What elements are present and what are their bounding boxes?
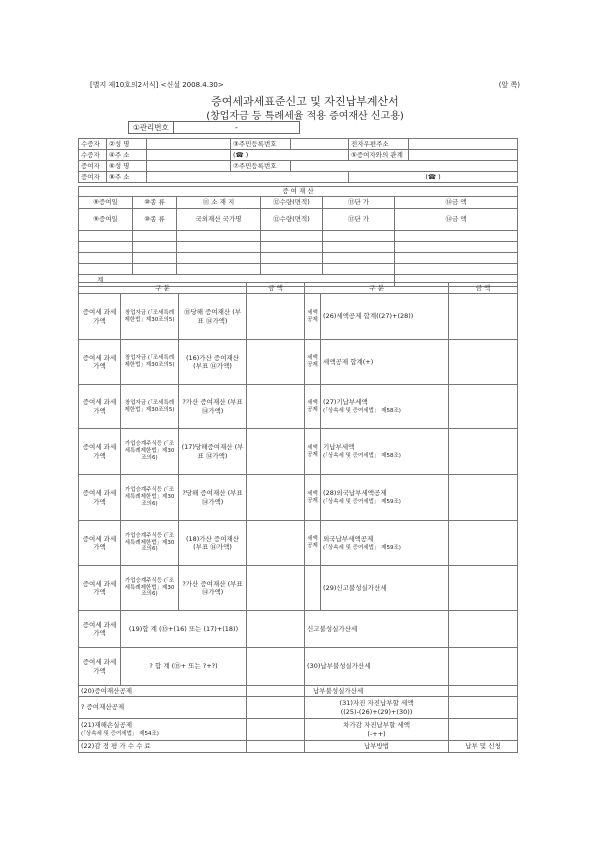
col-header: 구 분	[79, 283, 247, 294]
summary-row	[79, 566, 518, 611]
summary-row	[79, 294, 518, 340]
vertical-label: 세액공제	[305, 521, 321, 566]
vertical-label: 세액공제	[305, 429, 321, 475]
input-cell[interactable]	[395, 242, 518, 253]
col-header: 금 액	[449, 283, 518, 294]
amount-input[interactable]	[247, 611, 305, 648]
col-header: ⑬단 가	[323, 209, 395, 231]
management-number-label: ①관리번호	[129, 122, 174, 133]
amount-input[interactable]	[247, 719, 305, 741]
input-cell[interactable]	[177, 264, 261, 275]
item-label: ⑮당해 증여재산 (부표 ⑭가액)	[179, 294, 247, 340]
category-label: 창업자금 (「조세특례제한법」제30조의5)	[121, 340, 179, 385]
input-cell[interactable]	[323, 253, 395, 264]
amount-input[interactable]	[247, 475, 305, 521]
col-header: 금 액	[247, 283, 305, 294]
bottom-right-sub: ((25)-(26)+(29)+(30))	[340, 707, 413, 716]
col-header: ⑭금 액	[395, 197, 518, 209]
cell: ⑥성 명	[107, 161, 147, 172]
summary-row	[79, 521, 518, 566]
col-header: ⑨증여일	[79, 209, 133, 231]
input-cell[interactable]	[323, 242, 395, 253]
cell: ⑧주 소	[107, 172, 147, 183]
bottom-right-label: 납부불성실가산세	[305, 686, 449, 697]
amount-input[interactable]	[247, 521, 305, 566]
form-number: [별지 제10호의2서식] <신설 2008.4.30>	[90, 81, 224, 89]
col-header: ⑩종 류	[133, 209, 177, 231]
category-label: 가업승계주식등 (「조세특례제한법」제30조의6)	[121, 521, 179, 566]
input-cell[interactable]	[79, 231, 133, 242]
management-number-value[interactable]: -	[235, 123, 238, 132]
input-cell[interactable]	[261, 253, 323, 264]
right-item-main: (26)세액공제 합계((27)+(28))	[323, 312, 414, 321]
input-cell[interactable]	[133, 242, 177, 253]
amount-input[interactable]	[449, 611, 518, 648]
input-cell[interactable]	[133, 231, 177, 242]
vertical-label: 세액공제	[305, 294, 321, 340]
input-cell[interactable]	[261, 242, 323, 253]
right-item-label	[321, 340, 449, 385]
input-cell[interactable]	[79, 264, 133, 275]
amount-input[interactable]	[449, 648, 518, 686]
amount-input[interactable]	[247, 741, 305, 753]
input-cell[interactable]	[177, 231, 261, 242]
form-title: 증여세과세표준신고 및 자진납부계산서	[211, 95, 399, 108]
tax-value-label: 증여세 과세가액	[79, 648, 121, 686]
right-item-label	[321, 294, 449, 340]
input-cell[interactable]	[147, 139, 231, 150]
amount-input[interactable]	[449, 697, 518, 719]
right-item-main: (29)신고불성실가산세	[323, 583, 387, 592]
cell: ②성 명	[107, 139, 147, 150]
input-cell[interactable]	[177, 242, 261, 253]
amount-input[interactable]	[247, 686, 305, 697]
col-header: ⑭금 액	[395, 209, 518, 231]
amount-input[interactable]	[449, 566, 518, 611]
cell: ③주민등록번호	[231, 139, 291, 150]
payment-apply-label: 납부 및 신청	[449, 741, 518, 753]
bottom-right-sub: (-++)	[367, 729, 386, 738]
right-item-label	[321, 475, 449, 521]
vertical-label: 세액공제	[305, 340, 321, 385]
tax-value-label: 증여세 과세가액	[79, 429, 121, 475]
input-cell[interactable]	[395, 264, 518, 275]
tax-value-label: 증여세 과세가액	[79, 294, 121, 340]
category-label: 가업승계주식등 (「조세특례제한법」제30조의6)	[121, 475, 179, 521]
total-label: 계	[79, 275, 395, 287]
cell: ⑦주민등록번호	[231, 161, 291, 172]
vertical-label: 세액공제	[305, 475, 321, 521]
amount-input[interactable]	[449, 475, 518, 521]
bottom-label: (20)증여재산공제	[79, 686, 247, 697]
amount-input[interactable]	[449, 521, 518, 566]
input-cell[interactable]	[291, 161, 518, 172]
amount-input[interactable]	[247, 294, 305, 340]
right-item-label: (30)납부불성실가산세	[305, 648, 449, 686]
col-header: ⑪ 소 재 지	[177, 197, 261, 209]
bottom-right-main: (31)자진 자진납부할 세액	[339, 699, 414, 708]
input-cell[interactable]	[409, 139, 518, 150]
amount-input[interactable]	[247, 429, 305, 475]
summary-row	[79, 429, 518, 475]
tax-value-label: 증여세 과세가액	[79, 611, 121, 648]
input-cell[interactable]	[177, 253, 261, 264]
summary-table	[78, 282, 518, 753]
amount-input[interactable]	[247, 648, 305, 686]
cell: 수증자	[79, 150, 107, 161]
right-item-sub: (「상속세 및 증여세법」 제58조)	[323, 453, 401, 460]
right-item-label	[321, 429, 449, 475]
amount-input[interactable]	[449, 719, 518, 741]
input-cell[interactable]	[133, 264, 177, 275]
item-label: ?당해 증여재산 (부표 ⑭가액)	[179, 475, 247, 521]
right-item-main: 기납부세액	[323, 443, 355, 451]
item-label: (16)가산 증여재산 (부표 ⑭가액)	[179, 340, 247, 385]
col-header: ⑨증여일	[79, 197, 133, 209]
form-header	[90, 80, 520, 90]
amount-input[interactable]	[449, 686, 518, 697]
item-label: (17)당해증여재산 (부표 ⑭가액)	[179, 429, 247, 475]
tax-value-label: 증여세 과세가액	[79, 566, 121, 611]
bottom-label	[79, 719, 247, 741]
cell: 증여자	[79, 172, 107, 183]
section-title: 증 여 재 산	[79, 187, 518, 197]
payment-method-label: 납부방법	[305, 741, 449, 753]
property-table	[78, 186, 518, 287]
col-header: ⑫수량(면적)	[261, 209, 323, 231]
item-label: (18)가산 증여재산 (부표 ⑭가액)	[179, 521, 247, 566]
col-header: ⑬단 가	[323, 197, 395, 209]
amount-input[interactable]	[449, 294, 518, 340]
amount-input[interactable]	[449, 429, 518, 475]
right-item-label	[321, 385, 449, 429]
category-label: 창업자금 (「조세특례제한법」제30조의5)	[121, 294, 179, 340]
cell: ⑤증여자와의 관계	[349, 150, 409, 161]
input-cell[interactable]	[147, 172, 349, 183]
amount-input[interactable]	[449, 340, 518, 385]
cell: (☎ )	[231, 150, 349, 161]
col-header: ⑫수량(면적)	[261, 197, 323, 209]
cell: 수증자	[79, 139, 107, 150]
form-subtitle: (창업자금 등 특례세율 적용 증여재산 신고용)	[206, 111, 404, 122]
summary-row	[79, 340, 518, 385]
input-cell[interactable]	[395, 231, 518, 242]
amount-input[interactable]	[247, 340, 305, 385]
category-label: 창업자금 (「조세특례제한법」제30조의5)	[121, 385, 179, 429]
input-cell[interactable]	[291, 139, 349, 150]
input-cell[interactable]	[147, 150, 231, 161]
input-cell[interactable]	[261, 231, 323, 242]
col-header: ⑩종 류	[133, 197, 177, 209]
cell: ④주 소	[107, 150, 147, 161]
col-header: 국외재산 국가명	[177, 209, 261, 231]
item-label: ?가산 증여재산 (부표 ⑭가액)	[179, 566, 247, 611]
amount-input[interactable]	[449, 385, 518, 429]
bottom-right-label	[305, 697, 449, 719]
item-label: ?가산 증여재산 (부표 ⑭가액)	[179, 385, 247, 429]
bottom-right-label	[305, 719, 449, 741]
tax-value-label: 증여세 과세가액	[79, 385, 121, 429]
amount-input[interactable]	[247, 697, 305, 719]
vertical-label	[305, 566, 321, 611]
input-cell[interactable]	[261, 264, 323, 275]
category-label: 가업승계주식등 (「조세특례제한법」제30조의6)	[121, 566, 179, 611]
right-item-main: 세액공제 합계(+)	[323, 357, 374, 366]
right-item-main: (28)외국납부세액공제	[323, 489, 387, 497]
input-cell[interactable]	[409, 150, 518, 161]
col-header: 구 분	[305, 283, 449, 294]
page-side: (앞 쪽)	[498, 81, 520, 89]
category-label: 가업승계주식등 (「조세특례제한법」제30조의6)	[121, 429, 179, 475]
input-cell[interactable]	[133, 253, 177, 264]
total-item-label: (19)합 계 (⑮+(16) 또는 (17)+(18))	[121, 611, 247, 648]
vertical-label: 세액공제	[305, 385, 321, 429]
tax-value-label: 증여세 과세가액	[79, 475, 121, 521]
right-item-label	[321, 521, 449, 566]
right-item-label	[321, 566, 449, 611]
input-cell[interactable]	[395, 253, 518, 264]
bottom-label: (22)감 정 평 가 수 수 료	[79, 741, 247, 753]
parties-table	[78, 138, 518, 183]
input-cell[interactable]	[79, 242, 133, 253]
input-cell[interactable]	[323, 231, 395, 242]
right-item-sub: (「상속세 및 증여세법」 제59조)	[323, 544, 401, 551]
input-cell[interactable]	[79, 253, 133, 264]
cell: 증여자	[79, 161, 107, 172]
input-cell[interactable]	[147, 161, 231, 172]
right-item-sub: (「상속세 및 증여세법」 제58조)	[323, 408, 401, 415]
right-item-main: 외국납부세액공제	[323, 534, 374, 543]
bottom-right-main: 차가감 자진납부할 세액	[343, 721, 410, 730]
right-item-sub: (「상속세 및 증여세법」 제59조)	[323, 499, 401, 506]
input-cell[interactable]	[323, 264, 395, 275]
tax-value-label: 증여세 과세가액	[79, 340, 121, 385]
right-item-label: 신고불성실가산세	[305, 611, 449, 648]
summary-row	[79, 475, 518, 521]
total-item-label: ? 합 계 (⑮+ 또는 ?+?)	[121, 648, 247, 686]
amount-input[interactable]	[247, 566, 305, 611]
bottom-main: (21)재해손실공제	[81, 721, 133, 729]
tax-value-label: 증여세 과세가액	[79, 521, 121, 566]
bottom-label: ? 증여재산공제	[79, 697, 247, 719]
amount-input[interactable]	[247, 385, 305, 429]
bottom-sub: (「상속세 및 증여세법」 제54조)	[81, 731, 159, 738]
summary-row	[79, 385, 518, 429]
cell: 전자우편주소	[349, 139, 409, 150]
cell: (☎ )	[349, 172, 518, 183]
right-item-main: (27)기납부세액	[323, 398, 368, 406]
management-number-box	[128, 121, 300, 134]
